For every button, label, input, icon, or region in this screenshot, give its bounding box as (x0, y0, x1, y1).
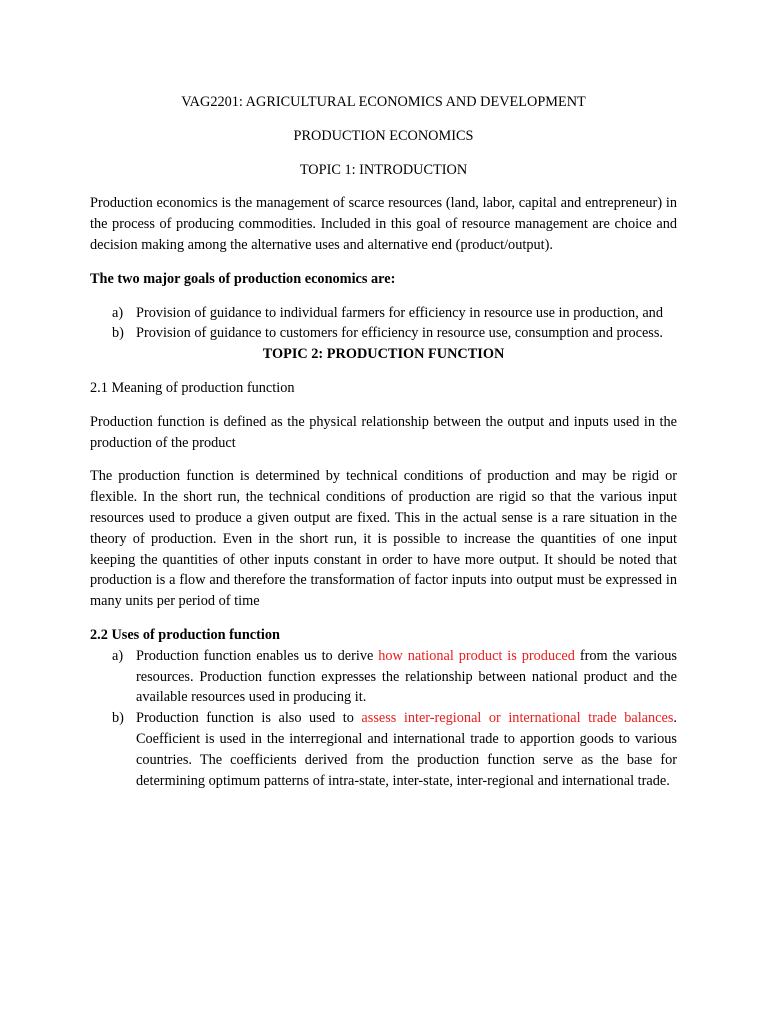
intro-paragraph: Production economics is the management of scarce resources (land, labor, capital and entrepreneur) in the process of producing commodities. Included in this goal of resource management are choice and decision making among the alternative uses and alternative end (product/output). (90, 195, 677, 253)
list-marker: b) (112, 325, 124, 342)
list-item-text-before: Production function enables us to derive (136, 647, 379, 664)
list-item (90, 646, 677, 708)
list-marker: a) (112, 304, 124, 321)
uses-list (90, 646, 677, 792)
definition-paragraph: Production function is defined as the physical relationship between the output and inputs used in the production of the product (90, 413, 677, 451)
goals-heading: The two major goals of production economics are: (90, 270, 396, 287)
course-title: VAG2201: AGRICULTURAL ECONOMICS AND DEVELOPMENT (181, 94, 586, 110)
section-2-2-heading: 2.2 Uses of production function (90, 626, 280, 643)
determination-paragraph: The production function is determined by technical conditions of production and may be rigid or flexible. In the short run, the technical conditions of production are rigid so that the various input resources used to produce a given output are fixed. This in the actual sense is a rare situation in the theory of production. Even in the short run, it is possible to increase the quantities of one input keeping the quantities of other inputs constant in order to have more output. It should be noted that production is a flow and therefore the transformation of factor inputs into output must be expressed in many units per period of time (90, 468, 677, 610)
topic-2-heading: TOPIC 2: PRODUCTION FUNCTION (262, 346, 505, 363)
list-item (90, 708, 677, 791)
list-item-text: Provision of guidance to customers for efficiency in resource use, consumption and process. (136, 325, 663, 342)
list-marker: b) (112, 710, 124, 727)
list-item-text-before: Production function is also used to (136, 710, 362, 727)
list-item-text-after: from the various resources. Production function expresses the relationship between national product and the available resources used in producing it. (136, 647, 677, 706)
topic-1-heading: TOPIC 1: INTRODUCTION (299, 161, 468, 178)
highlighted-text: how national product is produced (378, 647, 575, 664)
list-item (90, 303, 677, 324)
list-item-text-after: . Coefficient is used in the interregional and international trade to apportion goods to various countries. The coefficients derived from the production function serve as the base for determining optimum patterns of intra-state, inter-state, inter-regional and international trade. (136, 710, 677, 789)
list-item-text: Provision of guidance to individual farmers for efficiency in resource use in production, and (136, 304, 663, 321)
document-content (90, 92, 677, 791)
subject-title: PRODUCTION ECONOMICS (293, 127, 474, 144)
section-2-1-heading: 2.1 Meaning of production function (90, 379, 295, 396)
list-marker: a) (112, 647, 124, 664)
highlighted-text: assess inter-regional or international trade balances (361, 710, 674, 727)
goals-list (90, 303, 677, 345)
list-item (90, 323, 677, 344)
